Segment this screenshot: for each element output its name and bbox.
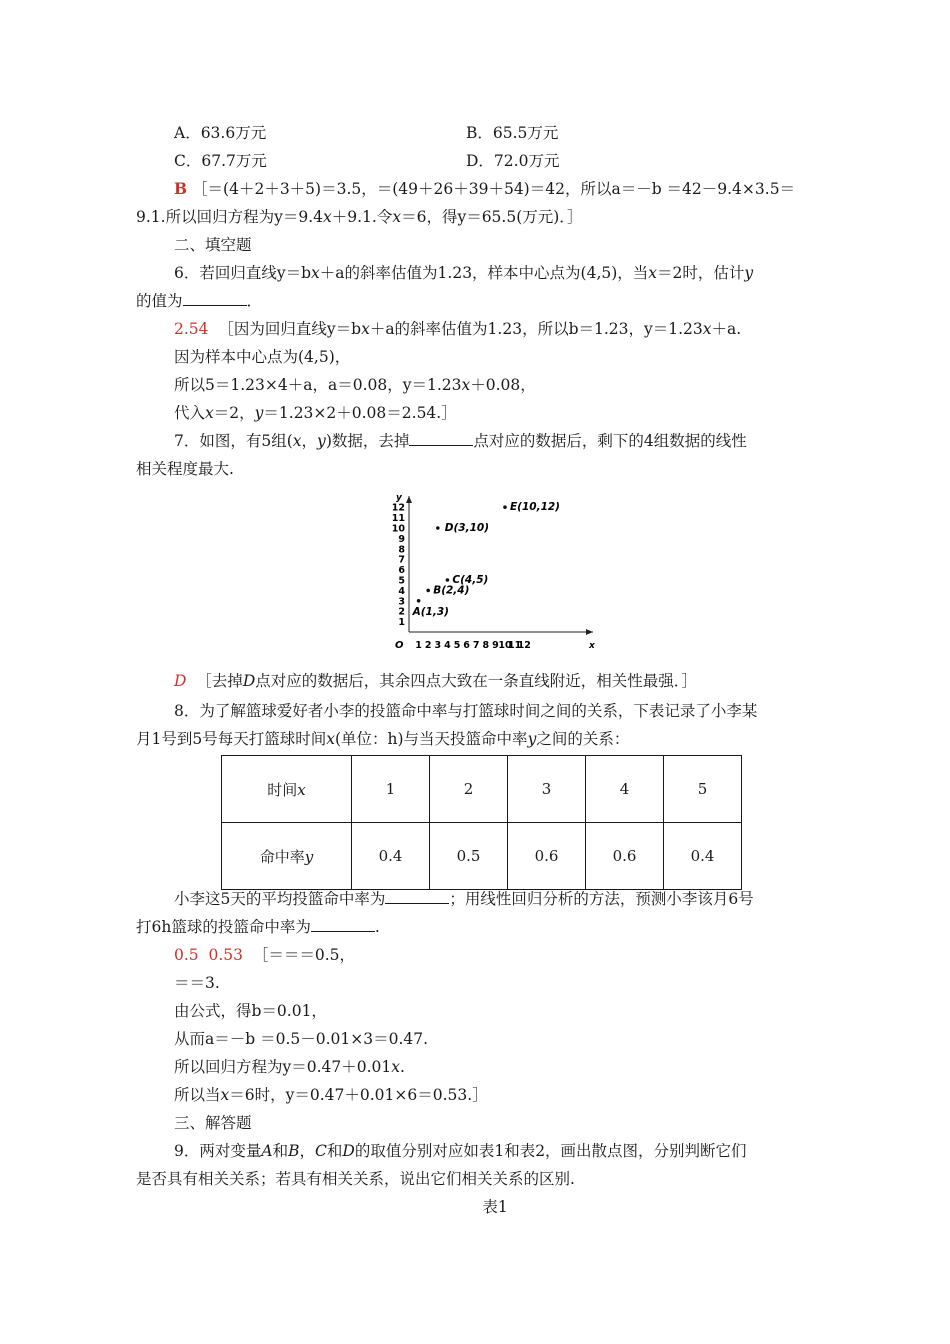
text: ＝2时，估计 [657, 264, 745, 282]
var-x: x [702, 320, 712, 338]
var-d: D [342, 1142, 355, 1160]
var-c: C [315, 1142, 327, 1160]
y-tick-label: 9 [398, 533, 405, 545]
text: 6．若回归直线y＝b [174, 264, 312, 282]
x-tick-label: 1 [415, 640, 422, 651]
var-x: x [323, 208, 332, 226]
y-tick-label: 4 [398, 585, 405, 597]
y-axis-arrow [406, 496, 412, 503]
text: ＋a的斜率估值为1.23，样本中心点为(4,5)，当 [319, 264, 649, 282]
table-cell: 0.6 [586, 823, 664, 890]
q8-answer-value: 0.5 [174, 946, 199, 964]
q8-answer-line6 [174, 1085, 488, 1105]
y-tick-label: 7 [398, 554, 405, 566]
origin-label: O [395, 640, 404, 651]
table-cell: 0.4 [352, 823, 430, 890]
q6-answer-line1 [174, 319, 741, 339]
var-y: y [744, 264, 754, 282]
text: 7．如图，有5组( [174, 432, 293, 450]
text: 的值为 [136, 292, 183, 310]
q8-line3 [174, 889, 754, 909]
data-label-a: A(1,3) [412, 605, 449, 618]
text: 所以回归方程为y＝0.47＋0.01 [174, 1058, 392, 1076]
var-d: D [242, 672, 256, 690]
var-a: A [261, 1142, 273, 1160]
text: 时间 [267, 780, 298, 799]
option-d: D．72.0万元 [466, 152, 560, 170]
text: 月1号到5号每天打篮球时间 [136, 730, 327, 748]
table-header-cell [222, 756, 352, 823]
q8-answer-value: 0.53 [208, 946, 244, 964]
text: ；用线性回归分析的方法，预测小李该月6号 [449, 890, 754, 908]
text: 9.1.所以回归方程为y＝9.4 [136, 208, 323, 226]
text: 9．两对变量 [174, 1142, 262, 1160]
text: 所以5＝1.23×4＋a，a＝0.08，y＝1.23 [174, 376, 462, 394]
text: ＋0.08， [470, 376, 536, 394]
text: ［因为回归直线y＝b [218, 320, 362, 338]
y-tick-label: 3 [398, 596, 405, 608]
option-c: C．67.7万元 [174, 152, 267, 170]
var-x: x [311, 264, 320, 282]
q8-answer-line3: 由公式，得b＝0.01， [174, 1002, 327, 1020]
q8-answer-line5 [174, 1057, 405, 1077]
q7-line2: 相关程度最大. [136, 460, 234, 478]
q5-answer-line1 [174, 179, 795, 199]
var-x: x [392, 208, 402, 226]
var-x: x [220, 1086, 230, 1104]
table-cell: 4 [586, 756, 664, 823]
section-heading-solve: 三、解答题 [174, 1114, 252, 1132]
var-x: x [461, 376, 471, 394]
text: . [400, 1058, 405, 1076]
table-row [222, 823, 742, 890]
answer-blank [385, 889, 449, 904]
x-tick-label: 7 [472, 640, 480, 651]
text: 和 [326, 1142, 343, 1160]
q7-answer-label: D [174, 672, 187, 690]
var-y: y [527, 730, 537, 748]
text: 命中率 [259, 847, 305, 866]
option-a: A．63.6万元 [174, 124, 267, 142]
data-point-d [436, 526, 440, 530]
answer-blank [183, 291, 247, 306]
var-x: x [205, 404, 214, 422]
q6-answer-line2: 因为样本中心点为(4,5)， [174, 348, 351, 366]
text: ［去掉 [196, 672, 243, 690]
y-tick-label: 12 [391, 502, 405, 514]
var-x: x [292, 432, 302, 450]
text: ＋9.1.令 [331, 208, 393, 226]
text: 点对应的数据后，其余四点大致在一条直线附近，相关性最强．］ [255, 672, 698, 690]
q7-answer [174, 671, 697, 691]
q8-line1: 8．为了解篮球爱好者小李的投篮命中率与打篮球时间之间的关系，下表记录了小李某 [174, 702, 758, 720]
y-tick-label: 1 [398, 617, 405, 629]
text: ＋a的斜率估值为1.23，所以b＝1.23，y＝1.23 [369, 320, 703, 338]
y-tick-label: 5 [398, 575, 405, 587]
text: 打6h篮球的投篮命中率为 [136, 918, 311, 936]
q8-answer-line2: ＝＝3. [174, 974, 220, 992]
text: ＝6时，y＝0.47＋0.01×6＝0.53.］ [229, 1086, 488, 1104]
y-tick-label: 10 [391, 523, 405, 535]
text: )数据，去掉 [325, 432, 410, 450]
table-header-cell [222, 823, 352, 890]
var-y: y [254, 404, 264, 422]
text: 的取值分别对应如表1和表2，画出散点图，分别判断它们 [354, 1142, 747, 1160]
data-point-c [446, 578, 450, 582]
table-row [222, 756, 742, 823]
text: ， [301, 432, 318, 450]
answer-blank [311, 917, 375, 932]
q6-answer-line3 [174, 375, 536, 395]
text: ＋a. [711, 320, 742, 338]
data-table [221, 755, 742, 890]
y-tick-label: 8 [398, 544, 405, 556]
x-axis-arrow [586, 629, 593, 635]
var-y: y [317, 432, 326, 450]
text: 和 [272, 1142, 289, 1160]
x-axis-label: x [589, 641, 595, 651]
x-tick-label: 5 [453, 640, 461, 651]
text: ［＝＝＝0.5， [252, 946, 356, 964]
table-cell: 3 [508, 756, 586, 823]
q8-answer-line4: 从而a＝－b ＝0.5－0.01×3＝0.47. [174, 1030, 429, 1048]
data-point-b [426, 589, 430, 593]
var-b: B [288, 1142, 300, 1160]
var-x: x [326, 730, 335, 748]
x-tick-label: 10 [498, 640, 512, 651]
text: ． [246, 292, 263, 310]
data-point-e [503, 505, 507, 509]
q9-line1 [174, 1141, 747, 1161]
table-caption: 表1 [482, 1198, 508, 1216]
data-label-c: C(4,5) [452, 574, 489, 586]
var-x: x [361, 320, 370, 338]
y-tick-label: 2 [398, 606, 405, 618]
x-tick-label: 12 [517, 640, 531, 651]
q8-line4 [136, 917, 380, 937]
answer-blank [409, 431, 473, 446]
text: ＝2， [213, 404, 255, 422]
var-x: x [391, 1058, 401, 1076]
text: 所以当 [174, 1086, 221, 1104]
text: ＝6，得y＝65.5(万元)．］ [401, 208, 583, 226]
q6-answer-value: 2.54 [174, 320, 209, 338]
text: 代入 [174, 404, 206, 422]
scatter-plot [375, 488, 605, 658]
x-tick-label: 9 [492, 640, 499, 651]
q8-answer-line1 [174, 945, 355, 965]
q6-answer-line4 [174, 403, 457, 423]
y-axis-label: y [396, 493, 402, 503]
q5-answer-text: ［＝(4＋2＋3＋5)＝3.5，＝(49＋26＋39＋54)＝42，所以a＝－b ＝42－9.4×3.5＝ [192, 180, 796, 198]
table-cell: 0.4 [664, 823, 742, 890]
table-cell: 2 [430, 756, 508, 823]
q5-answer-line2 [136, 207, 583, 227]
data-label-d: D(3,10) [444, 522, 490, 534]
data-label-e: E(10,12) [510, 501, 560, 514]
text: (单位：h)与当天投篮命中率 [334, 730, 528, 748]
text: ＝1.23×2＋0.08＝2.54.］ [263, 404, 457, 422]
text: ， [299, 1142, 315, 1160]
q6-line1 [174, 263, 753, 283]
var-y: y [304, 847, 314, 866]
var-x: x [297, 780, 306, 799]
x-tick-label: 8 [482, 640, 490, 651]
x-tick-label: 4 [444, 640, 451, 651]
data-point-a [417, 599, 421, 603]
table-cell: 1 [352, 756, 430, 823]
option-b: B．65.5万元 [466, 124, 559, 142]
table-cell: 0.5 [430, 823, 508, 890]
q8-line2 [136, 729, 629, 749]
x-tick-label: 11 [507, 640, 522, 651]
x-tick-label: 3 [434, 640, 442, 651]
y-tick-label: 6 [398, 565, 405, 577]
q7-line1 [174, 431, 747, 451]
x-tick-label: 6 [463, 640, 470, 651]
q5-answer-label: B [174, 179, 188, 198]
text: 小李这5天的平均投篮命中率为 [174, 890, 386, 908]
data-label-b: B(2,4) [433, 584, 470, 597]
y-tick-label: 11 [391, 513, 405, 525]
var-x: x [648, 264, 658, 282]
q9-line2: 是否具有相关关系；若具有相关关系，说出它们相关关系的区别. [136, 1170, 575, 1188]
section-heading-fill-in: 二、填空题 [174, 236, 252, 254]
table-cell: 5 [664, 756, 742, 823]
table-cell: 0.6 [508, 823, 586, 890]
x-tick-label: 2 [424, 640, 432, 651]
text: 之间的关系： [536, 730, 630, 748]
text: . [374, 918, 380, 936]
q6-line2 [136, 291, 262, 311]
text: 点对应的数据后，剩下的4组数据的线性 [473, 432, 747, 450]
